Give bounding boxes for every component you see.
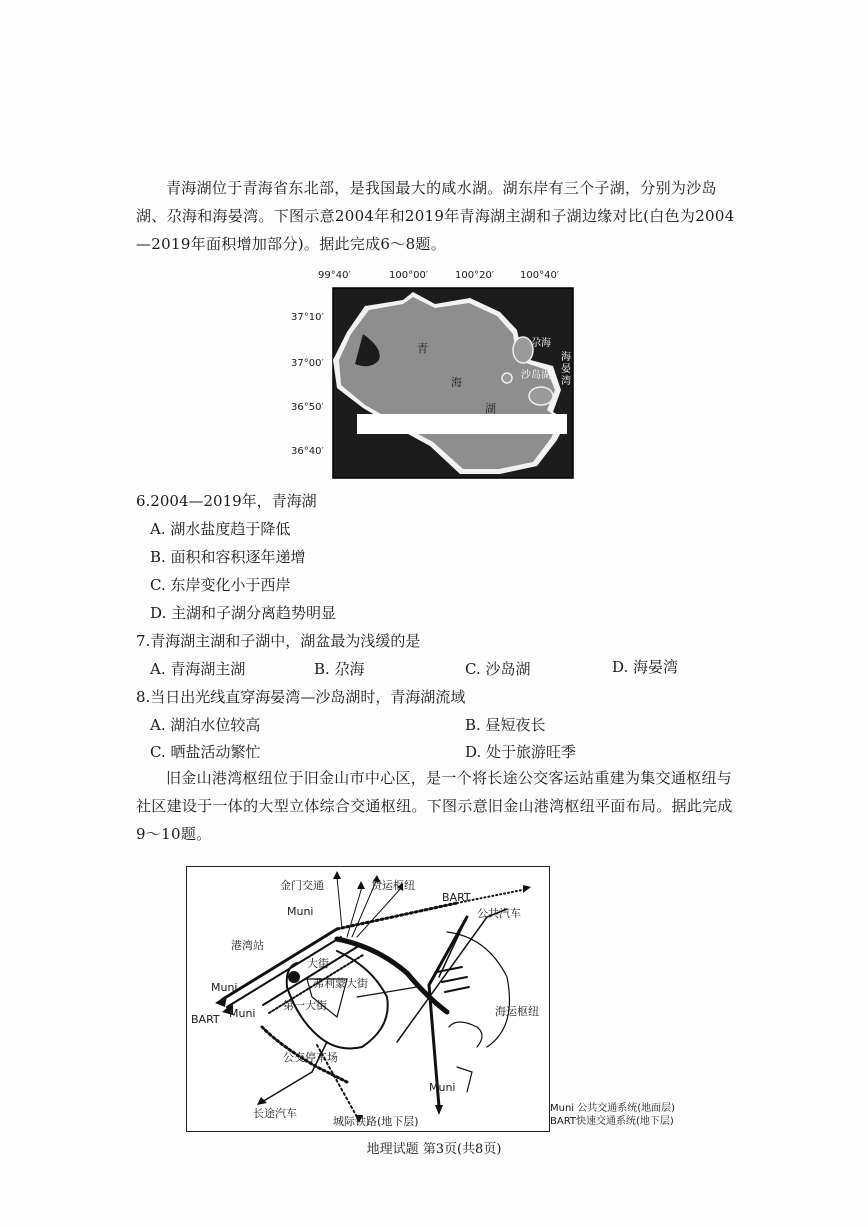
q7-option-d: D. 海晏湾 (612, 658, 679, 676)
lon-label: 100°40′ (520, 270, 560, 281)
lon-label: 100°20′ (455, 270, 495, 281)
label-dajie: 大街 (307, 957, 329, 970)
q8-option-c: C. 晒盐活动繁忙 (150, 743, 261, 761)
lat-label: 37°10′ (291, 312, 324, 323)
qinghai-lake-map (285, 268, 585, 483)
page-footer: 地理试题 第3页(共8页) (366, 1142, 502, 1157)
q7-option-a: A. 青海湖主湖 (150, 660, 246, 678)
label-gonggong: 公共汽车 (477, 907, 521, 920)
label-hai: 海 (451, 376, 462, 389)
lat-label: 36°40′ (291, 446, 324, 457)
label-changtu: 长途汽车 (253, 1107, 297, 1120)
legend-muni: Muni 公共交通系统(地面层) (550, 1103, 676, 1114)
legend (550, 1102, 675, 1128)
legend-bart: BART快速交通系统(地下层) (550, 1116, 674, 1127)
q6-option-b: B. 面积和容积逐年递增 (150, 548, 306, 566)
q8-option-d: D. 处于旅游旺季 (465, 743, 577, 761)
label-qing: 青 (417, 342, 428, 355)
q7-option-b: B. 尕海 (314, 660, 365, 678)
label-jinmen: 金门交通 (280, 879, 324, 892)
q6-option-a: A. 湖水盐度趋于降低 (150, 520, 291, 538)
label-huoyun: 货运枢纽 (371, 879, 415, 892)
passage-qinghai: 青海湖位于青海省东北部，是我国最大的咸水湖。湖东岸有三个子湖，分别为沙岛湖、尕海和海晏湾。下图示意2004年和2019年青海湖主湖和子湖边缘对比(白色为2004—2019年面积增加部分)。据此完成6～8题。 (136, 179, 735, 253)
label-fulilan: 弗利蒙大街 (313, 977, 368, 990)
label-muni-top: Muni (287, 905, 314, 918)
q6-option-d: D. 主湖和子湖分离趋势明显 (150, 604, 337, 622)
label-muni-left: Muni (211, 981, 238, 994)
q7-option-c: C. 沙岛湖 (465, 660, 531, 678)
lat-label: 37°00′ (291, 358, 324, 369)
label-bart-left: BART (191, 1013, 220, 1026)
passage-sf-transit: 旧金山港湾枢纽位于旧金山市中心区，是一个将长途公交客运站重建为集交通枢纽与社区建设于一体的大型立体综合交通枢纽。下图示意旧金山港湾枢纽平面布局。据此完成9～10题。 (136, 769, 733, 843)
label-muni-mid: Muni (229, 1007, 256, 1020)
label-shadaohu: 沙岛湖 (521, 370, 551, 381)
label-diyi: 第一大街 (283, 999, 327, 1012)
q6-stem: 6.2004—2019年，青海湖 (136, 492, 317, 510)
q7-stem: 7.青海湖主湖和子湖中，湖盆最为浅缓的是 (136, 632, 421, 650)
lon-label: 100°00′ (389, 270, 429, 281)
label-haiyun: 海运枢纽 (495, 1005, 539, 1018)
q8-option-a: A. 湖泊水位较高 (150, 716, 261, 734)
label-haiyanwan: 海晏湾 (561, 352, 571, 387)
label-hu: 湖 (485, 402, 496, 415)
q6-option-c: C. 东岸变化小于西岸 (150, 576, 291, 594)
lon-label: 99°40′ (318, 270, 351, 281)
label-gongjiao: 公交停车场 (283, 1051, 338, 1064)
lat-label: 36°50′ (291, 402, 324, 413)
label-muni-bottom: Muni (429, 1081, 456, 1094)
transit-hub-map (186, 866, 550, 1132)
q8-option-b: B. 昼短夜长 (465, 716, 546, 734)
label-chengji: 城际铁路(地下层) (333, 1115, 419, 1128)
label-gahai: 尕海 (531, 338, 551, 349)
label-gangwan: 港湾站 (231, 939, 264, 952)
label-bart-top: BART (442, 891, 471, 904)
q8-stem: 8.当日出光线直穿海晏湾—沙岛湖时，青海湖流域 (136, 688, 466, 706)
